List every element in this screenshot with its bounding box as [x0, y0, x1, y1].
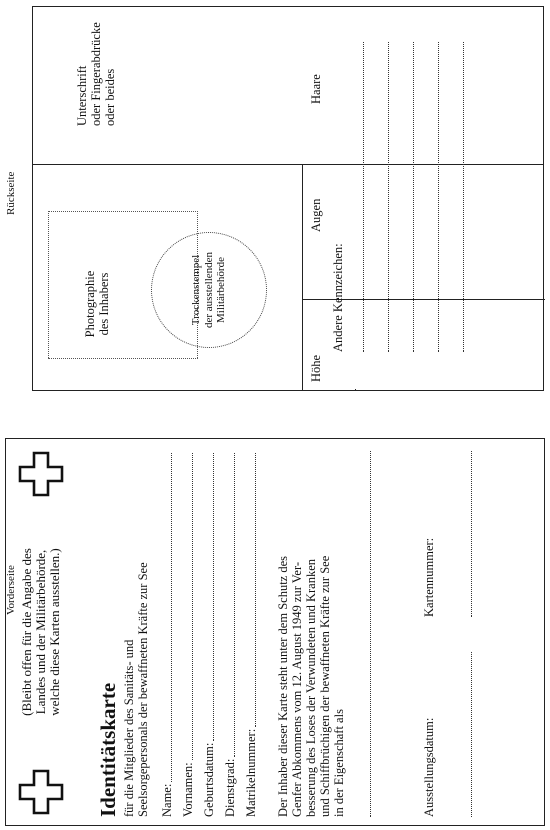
red-cross-emblem-left-icon [18, 769, 64, 815]
other-marks-line[interactable] [363, 42, 364, 352]
first-names-field[interactable] [180, 453, 196, 817]
other-marks-line[interactable] [413, 42, 414, 352]
other-marks-label: Andere Kennzeichen: [331, 243, 345, 352]
card-title: Identitätskarte [96, 682, 120, 817]
signature-label [75, 0, 117, 126]
paragraph-line: Der Inhaber dieser Karte steht unter dem Schutz des [276, 555, 290, 817]
subtitle-line: für die Mitglieder des Sanitäts- und [122, 639, 136, 817]
issue-date-label: Ausstellungsdatum: [422, 717, 436, 817]
fill-in-line [234, 453, 235, 757]
note-line: (Bleibt offen für die Angabe des [19, 548, 34, 716]
field-label: Dienstgrad: [223, 758, 237, 817]
card-number-fill-in-line[interactable] [471, 451, 472, 617]
paragraph-line: in der Eigenschaft als [332, 709, 346, 817]
photo-label-line: des Inhabers [97, 272, 111, 336]
stamp-label-line: der ausstellenden [202, 251, 215, 329]
field-label: Geburtsdatum: [202, 742, 216, 817]
field-label: Matrikelnummer: [244, 728, 258, 817]
eyes-label: Augen [309, 198, 323, 232]
front-side-label: Vorderseite [5, 565, 17, 615]
paragraph-line: und Schiffbrüchigen der bewaffneten Kräfte zur See [318, 555, 332, 817]
capacity-fill-in-line[interactable] [370, 451, 371, 817]
fill-in-line [171, 453, 172, 782]
signature-label-line: oder Fingerabdrücke [89, 22, 103, 126]
height-label: Höhe [309, 354, 323, 382]
back-identity-card [32, 6, 544, 391]
field-label: Vornamen: [181, 762, 195, 817]
stamp-label-line: Trockenstempel [190, 254, 202, 326]
issue-date-fill-in-line[interactable] [471, 652, 472, 817]
paragraph-line: besserung des Loses der Verwundeten und Kranken [304, 558, 318, 817]
note-line: Landes und der Militärbehörde, [33, 549, 48, 715]
vertical-divider [33, 164, 543, 165]
back-side-label: Rückseite [5, 171, 17, 215]
fill-in-line [192, 453, 193, 760]
issuing-authority-note [20, 507, 62, 757]
fill-in-line [255, 453, 256, 727]
other-marks-line[interactable] [388, 42, 389, 352]
fill-in-line [213, 453, 214, 741]
other-marks-line[interactable] [463, 42, 464, 352]
paragraph-line: Genfer Abkommens vom 12. August 1949 zur Ver- [290, 561, 304, 817]
horizontal-divider [302, 165, 303, 390]
protection-statement [276, 451, 346, 817]
field-label: Name: [160, 783, 174, 817]
signature-label-line: oder beides [103, 68, 117, 126]
subtitle-line: Seelsorgepersonals der bewaffneten Kräfte zur See [136, 562, 150, 817]
rank-field[interactable] [222, 453, 238, 817]
stamp-label-line: Militärbehörde [215, 257, 227, 323]
date-of-birth-field[interactable] [201, 453, 217, 817]
note-line: welche diese Karten ausstellen.) [47, 548, 62, 716]
red-cross-emblem-right-icon [18, 451, 64, 497]
card-subtitle [122, 562, 150, 817]
photo-label [83, 258, 111, 350]
other-marks-line[interactable] [438, 42, 439, 352]
service-number-field[interactable] [243, 453, 259, 817]
dry-stamp-label [190, 238, 228, 342]
signature-label-line: Unterschrift [75, 65, 89, 126]
card-number-label: Kartennummer: [422, 537, 436, 617]
hair-label: Haare [309, 74, 323, 104]
photo-label-line: Photographie [83, 270, 97, 338]
front-identity-card [5, 438, 545, 826]
name-field[interactable] [159, 453, 175, 817]
height-cell-divider [355, 389, 356, 390]
